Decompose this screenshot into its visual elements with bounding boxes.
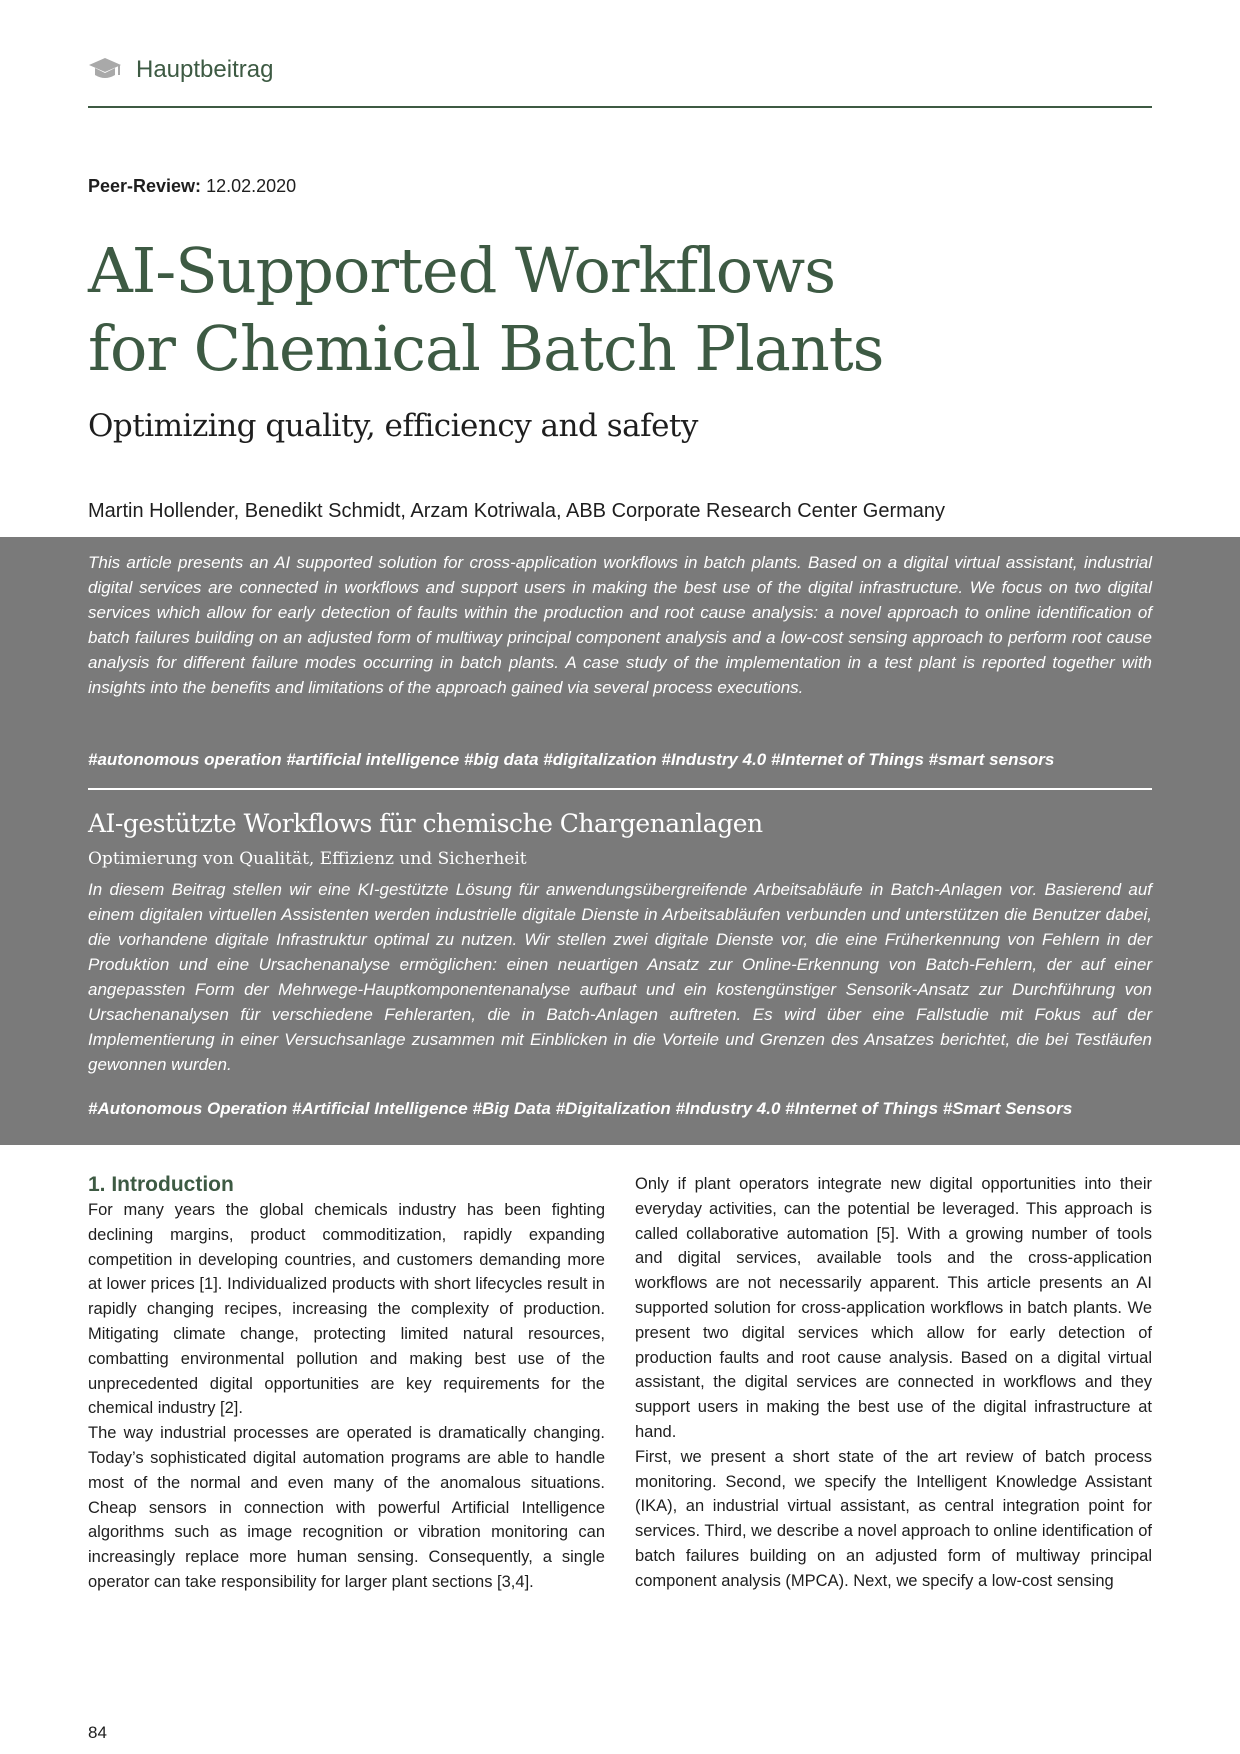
section-heading-introduction: 1. Introduction: [88, 1173, 234, 1196]
body-paragraph: The way industrial processes are operated is dramatically changing. Today’s sophisticated digital automation programs are able to handle most of the normal and even many of the anomalous situations. Cheap sensors in connection with powerful Artificial Intelligence algorithms such as image recognition or vibration monitoring can increasingly replace more human sensing. Consequently, a single operator can take responsibility for larger plant sections [3,4].: [88, 1424, 605, 1591]
body-column-left: [88, 1172, 605, 1595]
section-label: Hauptbeitrag: [136, 56, 274, 83]
peer-review-label: Peer-Review:: [88, 176, 202, 196]
abstract-divider: [88, 788, 1152, 790]
german-title: AI-gestützte Workflows für chemische Chargenanlagen: [88, 809, 763, 838]
page-number: 84: [88, 1723, 107, 1742]
title-line-1: AI-Supported Workflows: [88, 234, 836, 307]
body-column-right: [635, 1172, 1152, 1594]
keywords-english: #autonomous operation #artificial intelligence #big data #digitalization #Industry 4.0 #Internet of Things #smart sensors: [88, 750, 1055, 769]
article-title: [88, 232, 884, 388]
graduation-cap-icon: [88, 56, 122, 82]
abstract-german: In diesem Beitrag stellen wir eine KI-gestützte Lösung für anwendungsübergreifende Arbeitsabläufe in Batch-Anlagen vor. Basierend auf einem digitalen virtuellen Assistenten werden industrielle digitale Dienste in Arbeitsabläufen verbunden und unterstützen die Benutzer dabei, die vorhandene digitale Infrastruktur optimal zu nutzen. Wir stellen zwei digitale Dienste vor, die eine Früherkennung von Fehlern in der Produktion und eine Ursachenanalyse ermöglichen: einen neuartigen Ansatz zur Online-Erkennung von Batch-Fehlern, der auf einer angepassten Form der Mehrwege-Hauptkomponentenanalyse aufbaut und ein kostengünstiger Sensorik-Ansatz zur Durchführung von Ursachenanalysen für verschiedene Fehlerarten, die in Batch-Anlagen auftreten. Es wird über eine Fallstudie mit Fokus auf der Implementierung in einer Versuchsanlage zusammen mit Einblicken in die Vorteile und Grenzen des Ansatzes berichtet, die bei Testläufen gewonnen wurden.: [88, 880, 1152, 1074]
article-subtitle: Optimizing quality, efficiency and safety: [88, 408, 698, 444]
keywords-german: #Autonomous Operation #Artificial Intelligence #Big Data #Digitalization #Industry 4.0 #Internet of Things #Smart Sensors: [88, 1099, 1073, 1118]
body-paragraph: For many years the global chemicals industry has been fighting declining margins, product commoditization, rapidly expanding competition in developing countries, and customers demanding more at lower prices [1]. Individualized products with short lifecycles result in rapidly changing recipes, increasing the complexity of production. Mitigating climate change, protecting limited natural resources, combatting environmental pollution and making best use of the unprecedented digital opportunities are key requirements for the chemical industry [2].: [88, 1201, 605, 1418]
abstract-english: This article presents an AI supported solution for cross-application workflows in batch plants. Based on a digital virtual assistant, industrial digital services are connected in workflows and support users in making the best use of the digital infrastructure. We focus on two digital services which allow for early detection of faults within the production and root cause analysis: a novel approach to online identification of batch failures building on an adjusted form of multiway principal component analysis and a low-cost sensing approach to perform root cause analysis for different failure modes occurring in batch plants. A case study of the implementation in a test plant is reported together with insights into the benefits and limitations of the approach gained via several process executions.: [88, 553, 1152, 697]
body-paragraph: First, we present a short state of the art review of batch process monitoring. Second, we specify the Intelligent Knowledge Assistant (IKA), an industrial virtual assistant, as central integration point for services. Third, we describe a novel approach to online identification of batch failures building on an adjusted form of multiway principal component analysis (MPCA). Next, we specify a low-cost sensing: [635, 1447, 1152, 1590]
abstract-box: [0, 537, 1240, 1145]
title-line-2: for Chemical Batch Plants: [88, 312, 884, 385]
german-subtitle: Optimierung von Qualität, Effizienz und Sicherheit: [88, 849, 527, 869]
peer-review-date: 12.02.2020: [206, 176, 297, 196]
body-paragraph: Only if plant operators integrate new digital opportunities into their everyday activities, can the potential be leveraged. This approach is called collaborative automation [5]. With a growing number of tools and digital services, available tools and the cross-application workflows are not necessarily apparent. This article presents an AI supported solution for cross-application workflows in batch plants. We present two digital services which allow for early detection of production faults and root cause analysis. Based on a digital virtual assistant, the digital services are connected in workflows and they support users in making the best use of the digital infrastructure at hand.: [635, 1175, 1152, 1441]
section-header: [88, 54, 1152, 108]
author-line: Martin Hollender, Benedikt Schmidt, Arzam Kotriwala, ABB Corporate Research Center Germany: [88, 500, 946, 522]
peer-review-line: [88, 176, 296, 197]
